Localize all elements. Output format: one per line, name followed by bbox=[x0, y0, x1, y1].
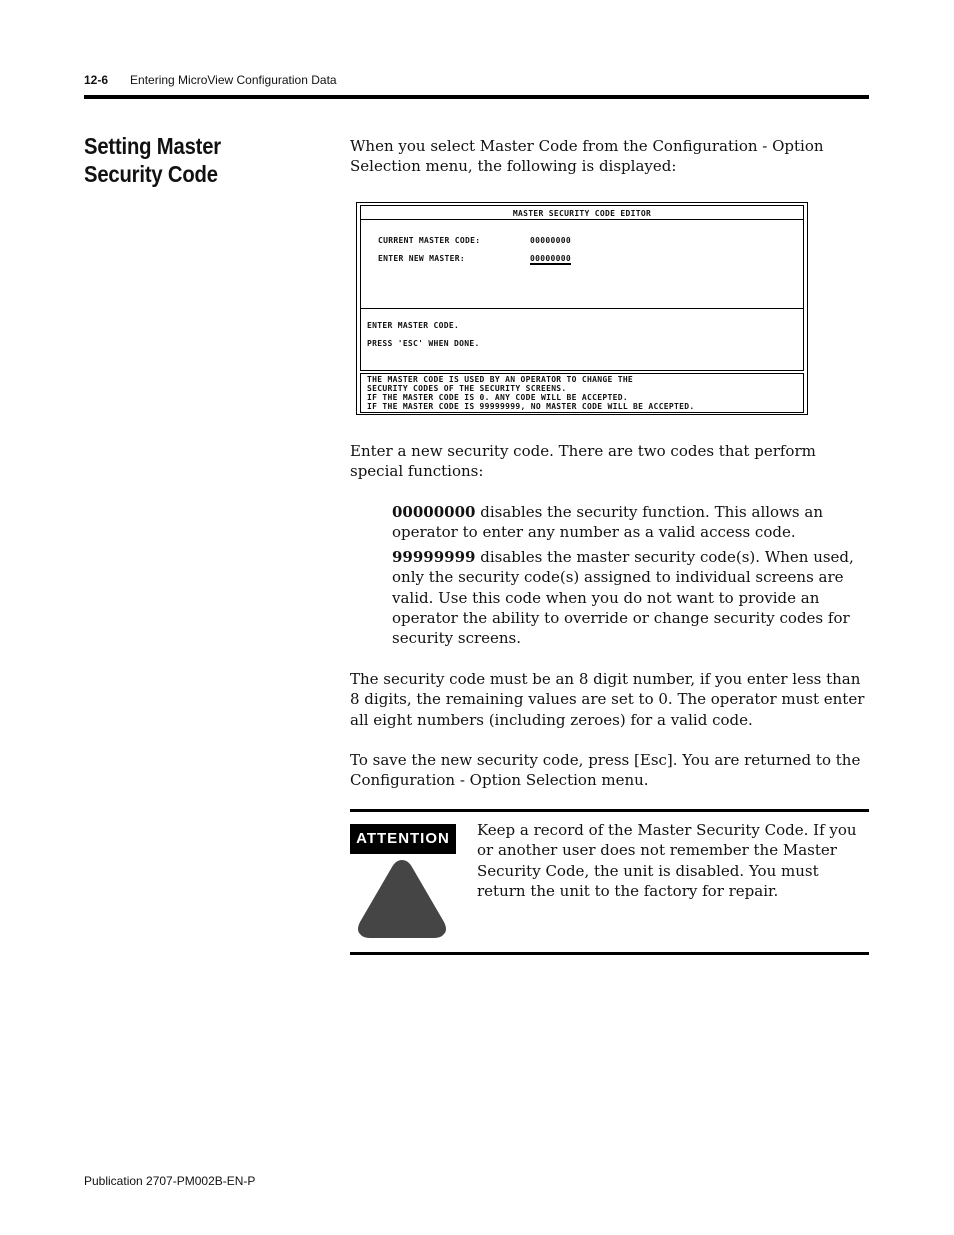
enter-code-paragraph: Enter a new security code. There are two codes that perform special functions: bbox=[350, 442, 816, 481]
prompt-line-2: PRESS 'ESC' WHEN DONE. bbox=[367, 339, 480, 348]
digits-paragraph: The security code must be an 8 digit number, if you enter less than 8 digits, the remaining values are set to 0. The operator must enter all eight numbers (including zeroes) for a valid code. bbox=[350, 670, 865, 729]
page-number: 12-6 bbox=[84, 73, 109, 87]
attention-top-rule bbox=[350, 809, 869, 812]
help-line-2: SECURITY CODES OF THE SECURITY SCREENS. bbox=[367, 384, 567, 393]
code-item-nines bbox=[392, 547, 868, 648]
attention-bottom-rule bbox=[350, 952, 869, 955]
code-value: 99999999 bbox=[392, 548, 476, 566]
screen-title: MASTER SECURITY CODE EDITOR bbox=[512, 209, 652, 218]
code-value: 00000000 bbox=[392, 503, 476, 521]
section-title: Setting Master Security Code bbox=[84, 133, 222, 187]
warning-triangle-icon bbox=[356, 856, 448, 940]
page-header bbox=[84, 73, 337, 87]
code-item-zeros bbox=[392, 502, 868, 543]
attention-text: Keep a record of the Master Security Code. If you or another user does not remember the Master Security Code, the unit is disabled. You must return the unit to the factory for repair. bbox=[477, 821, 857, 900]
header-rule bbox=[84, 95, 869, 99]
help-line-4: IF THE MASTER CODE IS 99999999, NO MASTER CODE WILL BE ACCEPTED. bbox=[367, 402, 695, 411]
terminal-screen bbox=[356, 202, 808, 415]
code-description: disables the master security code(s). When used, only the security code(s) assigned to individual screens are valid. Use this code when you do not want to provide an operator the ability to override or change security codes for security screens. bbox=[392, 548, 854, 648]
prompt-panel bbox=[360, 309, 804, 371]
chapter-title: Entering MicroView Configuration Data bbox=[130, 73, 337, 87]
current-code-label: CURRENT MASTER CODE: bbox=[378, 236, 481, 245]
editor-panel bbox=[360, 205, 804, 309]
publication-footer: Publication 2707-PM002B-EN-P bbox=[84, 1174, 256, 1188]
code-description: disables the security function. This allows an operator to enter any number as a valid access code. bbox=[392, 503, 823, 542]
prompt-line-1: ENTER MASTER CODE. bbox=[367, 321, 460, 330]
new-code-input[interactable]: 00000000 bbox=[530, 254, 571, 263]
help-line-3: IF THE MASTER CODE IS 0. ANY CODE WILL BE ACCEPTED. bbox=[367, 393, 628, 402]
help-line-1: THE MASTER CODE IS USED BY AN OPERATOR TO CHANGE THE bbox=[367, 375, 634, 384]
help-panel bbox=[360, 373, 804, 413]
current-code-value: 00000000 bbox=[530, 236, 571, 245]
new-code-label: ENTER NEW MASTER: bbox=[378, 254, 465, 263]
intro-paragraph: When you select Master Code from the Configuration - Option Selection menu, the following is displayed: bbox=[350, 137, 824, 176]
save-paragraph: To save the new security code, press [Esc]. You are returned to the Configuration - Option Selection menu. bbox=[350, 751, 861, 790]
attention-label: ATTENTION bbox=[350, 824, 456, 854]
